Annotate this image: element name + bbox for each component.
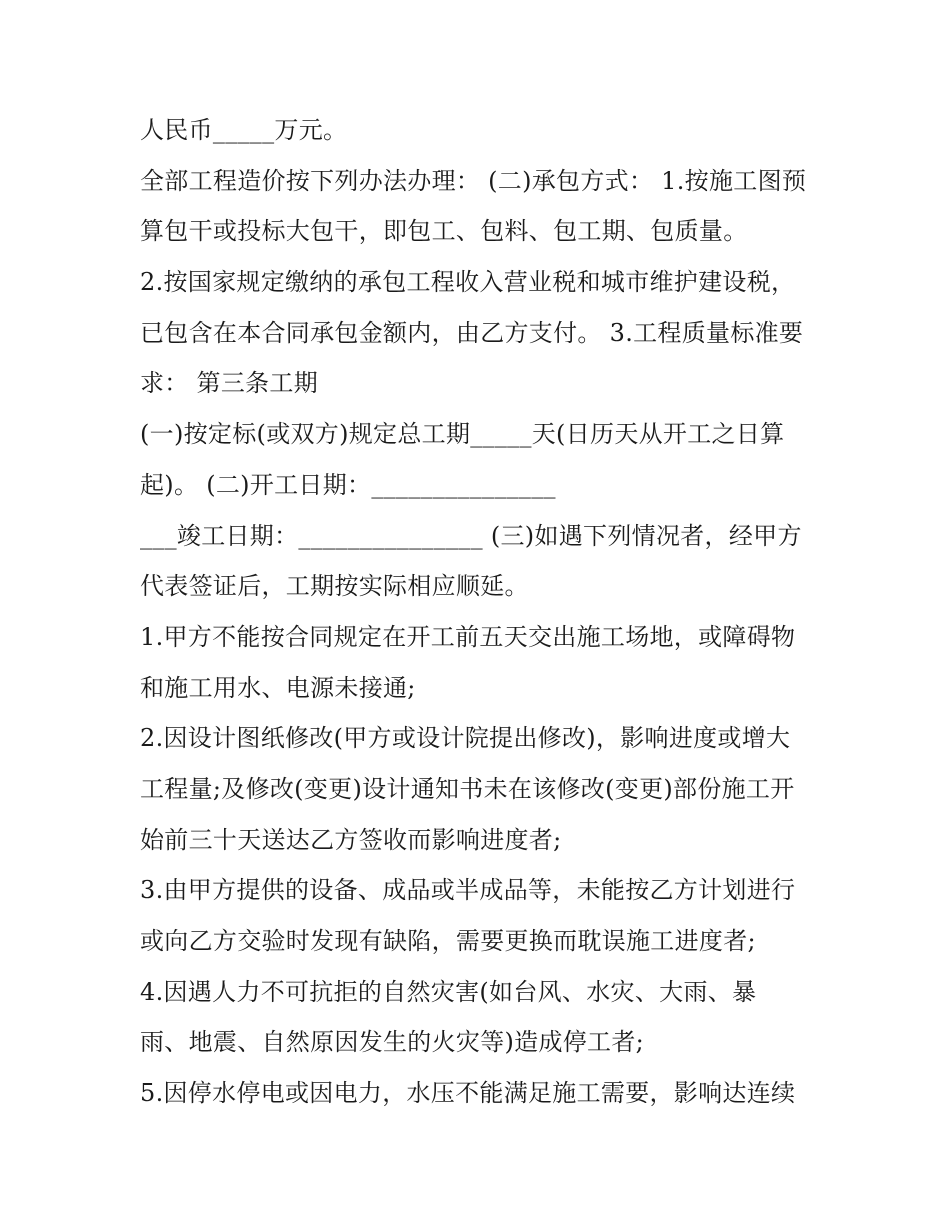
- text-line-2: 全部工程造价按下列办法办理： (二)承包方式： 1.按施工图预: [140, 167, 807, 195]
- text-line-3: 算包干或投标大包干，即包工、包料、包工期、包质量。: [140, 217, 748, 245]
- text-line-19: 雨、地震、自然原因发生的火灾等)造成停工者;: [140, 1028, 645, 1056]
- text-line-18: 4.因遇人力不可抗拒的自然灾害(如台风、水灾、大雨、暴: [140, 978, 757, 1006]
- text-line-5: 已包含在本合同承包金额内，由乙方支付。 3.工程质量标准要: [140, 319, 804, 347]
- text-line-11: 1.甲方不能按合同规定在开工前五天交出施工场地，或障碍物: [140, 623, 796, 651]
- text-line-13: 2.因设计图纸修改(甲方或设计院提出修改)，影响进度或增大: [140, 724, 791, 752]
- text-line-17: 或向乙方交验时发现有缺陷，需要更换而耽误施工进度者;: [140, 927, 756, 955]
- text-line-6: 求： 第三条工期: [140, 369, 319, 397]
- text-line-9: ___竣工日期：_______________ (三)如遇下列情况者，经甲方: [140, 522, 802, 550]
- text-line-12: 和施工用水、电源未接通;: [140, 674, 416, 702]
- text-line-20: 5.因停水停电或因电力，水压不能满足施工需要，影响达连续: [140, 1079, 796, 1107]
- text-line-15: 始前三十天送达乙方签收而影响进度者;: [140, 826, 562, 854]
- text-line-10: 代表签证后，工期按实际相应顺延。: [140, 572, 529, 600]
- text-line-4: 2.按国家规定缴纳的承包工程收入营业税和城市维护建设税，: [140, 268, 796, 296]
- text-line-16: 3.由甲方提供的设备、成品或半成品等，未能按乙方计划进行: [140, 876, 796, 904]
- text-line-14: 工程量;及修改(变更)设计通知书未在该修改(变更)部份施工开: [140, 775, 795, 803]
- text-line-8: 起)。 (二)开工日期：_______________: [140, 471, 556, 499]
- text-line-1: 人民币_____万元。: [140, 116, 348, 144]
- text-line-7: (一)按定标(或双方)规定总工期_____天(日历天从开工之日算: [140, 420, 785, 448]
